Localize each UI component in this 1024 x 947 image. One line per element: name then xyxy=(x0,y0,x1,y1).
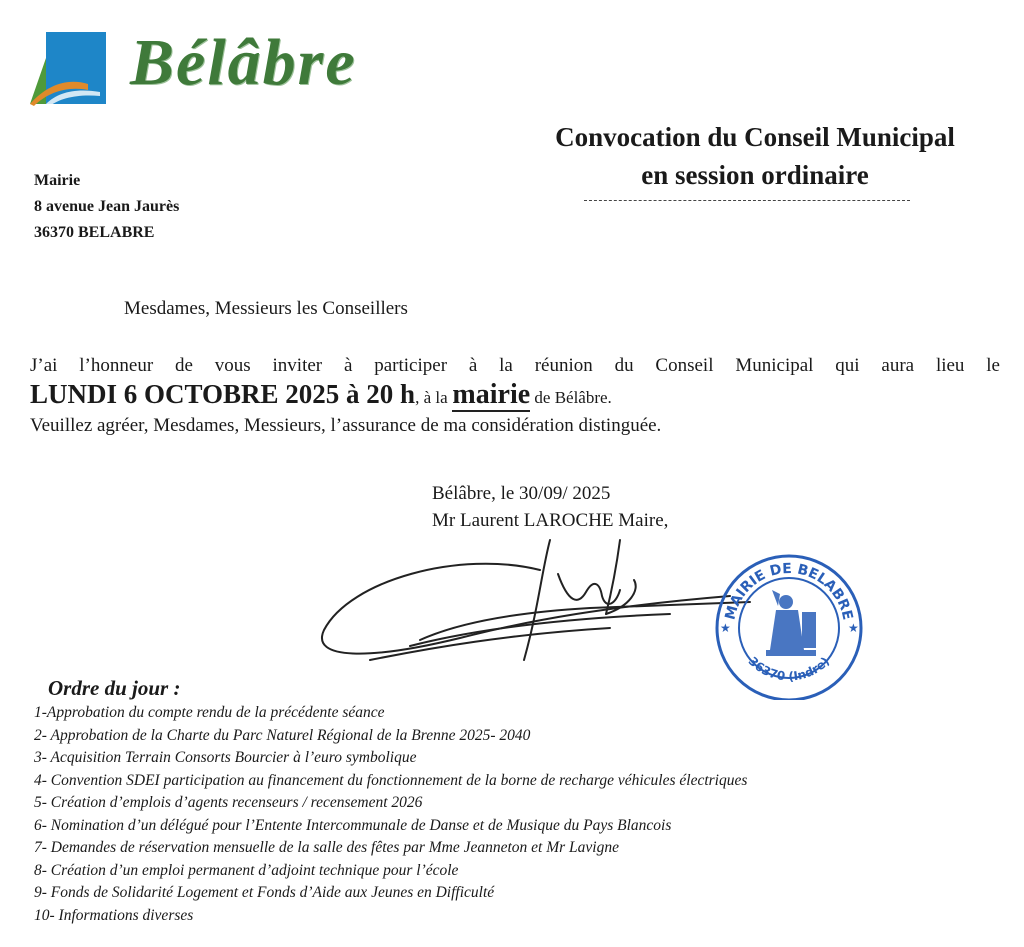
town-hall-stamp xyxy=(708,550,870,700)
agenda-item: 10- Informations diverses xyxy=(34,906,194,924)
meeting-location: mairie xyxy=(452,379,531,410)
agenda-title: Ordre du jour : xyxy=(48,676,181,700)
mayor-signature xyxy=(310,510,770,680)
agenda-item: 6- Nomination d’un délégué pour l’Entente Intercommunale de Danse et de Musique du Pays Blancois xyxy=(34,816,672,834)
town-logo-wordmark: Bélâbre xyxy=(130,26,357,99)
address-line-2: 8 avenue Jean Jaurès xyxy=(34,198,180,215)
letter-body xyxy=(30,352,1000,440)
svg-text:★: ★ xyxy=(848,621,859,635)
agenda-item: 9- Fonds de Solidarité Logement et Fonds d’Aide aux Jeunes en Difficulté xyxy=(34,884,495,901)
title-divider xyxy=(584,200,910,201)
address-line-1: Mairie xyxy=(34,172,81,189)
title-line-1: Convocation du Conseil Municipal xyxy=(555,122,955,152)
document-title xyxy=(470,118,1024,194)
town-logo-mark xyxy=(28,28,110,110)
invitation-line: J’ai l’honneur de vous inviter à participer à la réunion du Conseil Municipal qui aura lieu le xyxy=(30,355,1000,376)
meeting-date: LUNDI 6 OCTOBRE 2025 à 20 h xyxy=(30,379,416,409)
stamp-top-text: MAIRIE DE BELABRE xyxy=(722,560,856,622)
agenda-item: 7- Demandes de réservation mensuelle de la salle des fêtes par Mme Jeanneton et Mr Lavigne xyxy=(34,839,619,856)
place-date: Bélâbre, le 30/09/ 2025 xyxy=(432,483,611,504)
agenda-item: 8- Création d’un emploi permanent d’adjoint technique pour l’école xyxy=(34,861,459,879)
sender-address xyxy=(34,168,179,246)
signatory-name: Mr Laurent LAROCHE Maire, xyxy=(432,510,669,531)
stamp-bottom-text: 36370 (Indre) xyxy=(745,654,833,684)
salutation: Mesdames, Messieurs les Conseillers xyxy=(124,298,408,319)
title-line-2: en session ordinaire xyxy=(641,160,869,190)
agenda-item: 2- Approbation de la Charte du Parc Naturel Régional de la Brenne 2025- 2040 xyxy=(34,726,531,744)
closing-line: Veuillez agréer, Mesdames, Messieurs, l’assurance de ma considération distinguée. xyxy=(30,415,662,436)
agenda-item: 5- Création d’emplois d’agents recenseurs / recensement 2026 xyxy=(34,794,423,811)
address-line-3: 36370 BELABRE xyxy=(34,224,155,241)
svg-text:★: ★ xyxy=(720,621,731,635)
meeting-line xyxy=(30,380,1000,412)
town-text: de Bélâbre. xyxy=(530,388,612,407)
agenda-item: 3- Acquisition Terrain Consorts Bourcier à l’euro symbolique xyxy=(34,749,417,766)
agenda-item: 4- Convention SDEI participation au financement du fonctionnement de la borne de recharge véhicules électriques xyxy=(34,771,748,789)
agenda-list xyxy=(34,702,747,927)
at-the-text: , à la xyxy=(415,388,448,407)
agenda-item: 1-Approbation du compte rendu de la précédente séance xyxy=(34,704,385,721)
